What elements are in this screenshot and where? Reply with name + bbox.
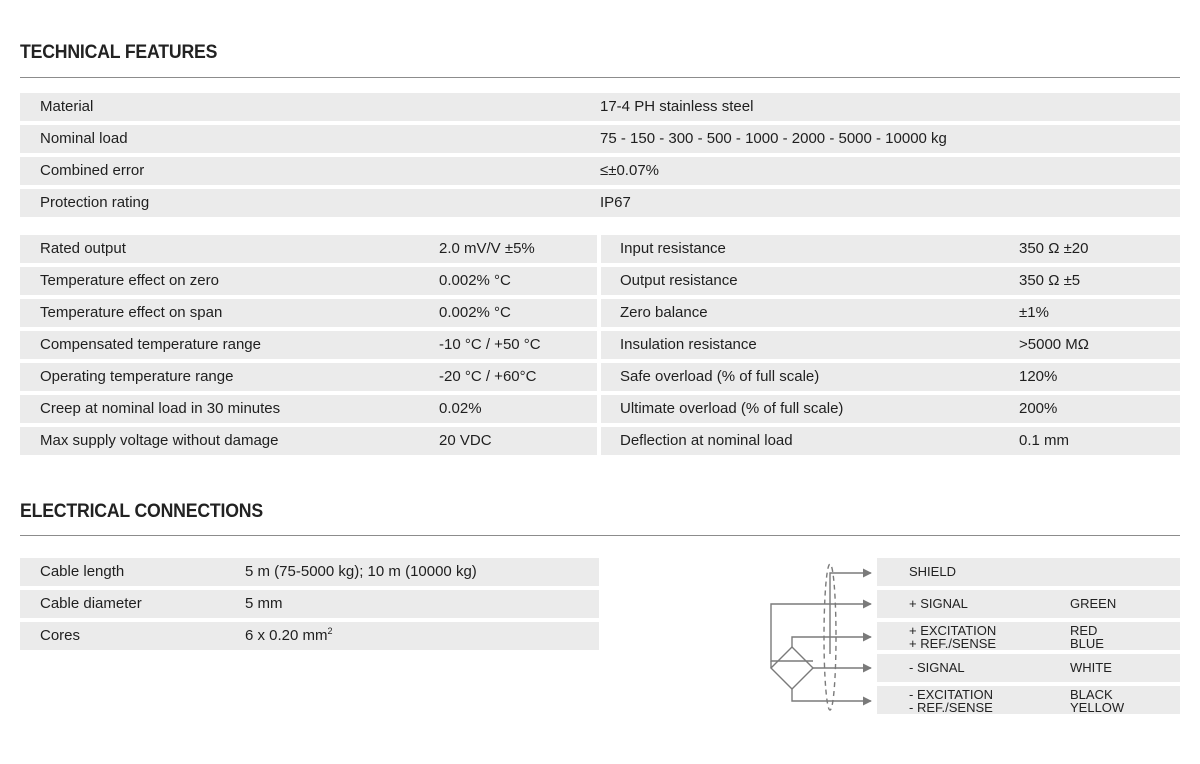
feature-value: IP67 — [600, 194, 631, 211]
wire-row-shield — [877, 558, 1180, 586]
table-row — [20, 427, 597, 455]
spec-label: Deflection at nominal load — [620, 432, 793, 449]
table-row — [20, 558, 599, 586]
minus-excitation-wire — [792, 689, 871, 701]
wire-color: GREEN — [1070, 596, 1117, 611]
cores-unit-superscript: 2 — [327, 626, 333, 636]
spec-value: 0.02% — [439, 400, 482, 417]
spec-label: Insulation resistance — [620, 336, 757, 353]
table-row — [20, 299, 597, 327]
spec-label: Output resistance — [620, 272, 738, 289]
table-row — [601, 331, 1180, 359]
wire-label: - REF./SENSE — [909, 700, 993, 715]
wire-row-minus-excitation — [877, 686, 1180, 714]
spec-value: 350 Ω ±20 — [1019, 240, 1089, 257]
spec-label: Creep at nominal load in 30 minutes — [40, 400, 281, 417]
spec-label: Ultimate overload (% of full scale) — [620, 400, 844, 417]
wire-row-minus-signal — [877, 654, 1180, 682]
wire-label: + REF./SENSE — [909, 636, 997, 651]
spec-value: 200% — [1019, 400, 1058, 417]
wheatstone-bridge — [771, 647, 813, 689]
table-row — [601, 267, 1180, 295]
table-row — [601, 395, 1180, 423]
spec-value: 20 VDC — [439, 432, 492, 449]
table-row — [601, 427, 1180, 455]
spec-label: Rated output — [40, 240, 126, 257]
cable-length-value: 5 m (75-5000 kg); 10 m (10000 kg) — [245, 563, 477, 580]
wire-row-plus-signal — [877, 590, 1180, 618]
spec-value: 2.0 mV/V ±5% — [439, 240, 535, 257]
spec-label: Zero balance — [620, 304, 708, 321]
table-row — [20, 157, 1180, 185]
feature-value: 75 - 150 - 300 - 500 - 1000 - 2000 - 5000 - 10000 kg — [600, 130, 947, 147]
plus-excitation-wire — [792, 637, 871, 647]
table-row — [20, 363, 597, 391]
spec-label: Safe overload (% of full scale) — [620, 368, 820, 385]
wire-row-plus-excitation — [877, 622, 1180, 650]
feature-label: Protection rating — [40, 194, 150, 211]
cable-diameter-label: Cable diameter — [40, 595, 142, 612]
table-row — [20, 93, 1180, 121]
spec-value: 350 Ω ±5 — [1019, 272, 1081, 289]
cores-label: Cores — [40, 627, 81, 644]
spec-label: Temperature effect on zero — [40, 272, 219, 289]
wire-color: WHITE — [1070, 660, 1112, 675]
cable-length-label: Cable length — [40, 563, 125, 580]
wire-color: BLACK — [1070, 687, 1113, 702]
spec-value: 120% — [1019, 368, 1058, 385]
wire-label: + SIGNAL — [909, 596, 968, 611]
technical-features-divider — [20, 77, 1180, 78]
cores-value: 6 x 0.20 $mm^2$ — [245, 626, 333, 644]
technical-features-title: TECHNICAL FEATURES — [20, 42, 218, 63]
table-row — [20, 331, 597, 359]
spec-label: Operating temperature range — [40, 368, 234, 385]
feature-label: Nominal load — [40, 130, 128, 147]
spec-value: ±1% — [1019, 304, 1049, 321]
wire-label: SHIELD — [909, 564, 956, 579]
spec-value: -20 °C / +60°C — [439, 368, 537, 385]
wire-label: - EXCITATION — [909, 687, 994, 702]
spec-label: Compensated temperature range — [40, 336, 261, 353]
wire-color: RED — [1070, 623, 1098, 638]
spec-label: Max supply voltage without damage — [40, 432, 279, 449]
table-row — [20, 395, 597, 423]
cable-diameter-value: 5 mm — [245, 595, 283, 612]
spec-value: -10 °C / +50 °C — [439, 336, 541, 353]
spec-label: Temperature effect on span — [40, 304, 223, 321]
table-row — [20, 125, 1180, 153]
spec-value: 0.002% °C — [439, 272, 511, 289]
feature-value: ≤±0.07% — [600, 162, 659, 179]
wire-label: - SIGNAL — [909, 660, 965, 675]
table-row — [20, 267, 597, 295]
table-row — [601, 299, 1180, 327]
table-row — [20, 189, 1180, 217]
table-row — [20, 590, 599, 618]
wiring-diagram — [760, 560, 877, 720]
spec-label: Input resistance — [620, 240, 726, 257]
electrical-connections-divider — [20, 535, 1180, 536]
wire-label: + EXCITATION — [909, 623, 997, 638]
table-row — [20, 235, 597, 263]
wire-color: YELLOW — [1070, 700, 1125, 715]
spec-value: 0.002% °C — [439, 304, 511, 321]
feature-label: Material — [40, 98, 94, 115]
electrical-connections-title: ELECTRICAL CONNECTIONS — [20, 501, 263, 522]
table-row — [601, 235, 1180, 263]
feature-label: Combined error — [40, 162, 145, 179]
wire-color: BLUE — [1070, 636, 1104, 651]
spec-value: 0.1 mm — [1019, 432, 1070, 449]
feature-value: 17-4 PH stainless steel — [600, 98, 754, 115]
spec-value: >5000 MΩ — [1019, 336, 1090, 353]
table-row — [20, 622, 599, 650]
table-row — [601, 363, 1180, 391]
